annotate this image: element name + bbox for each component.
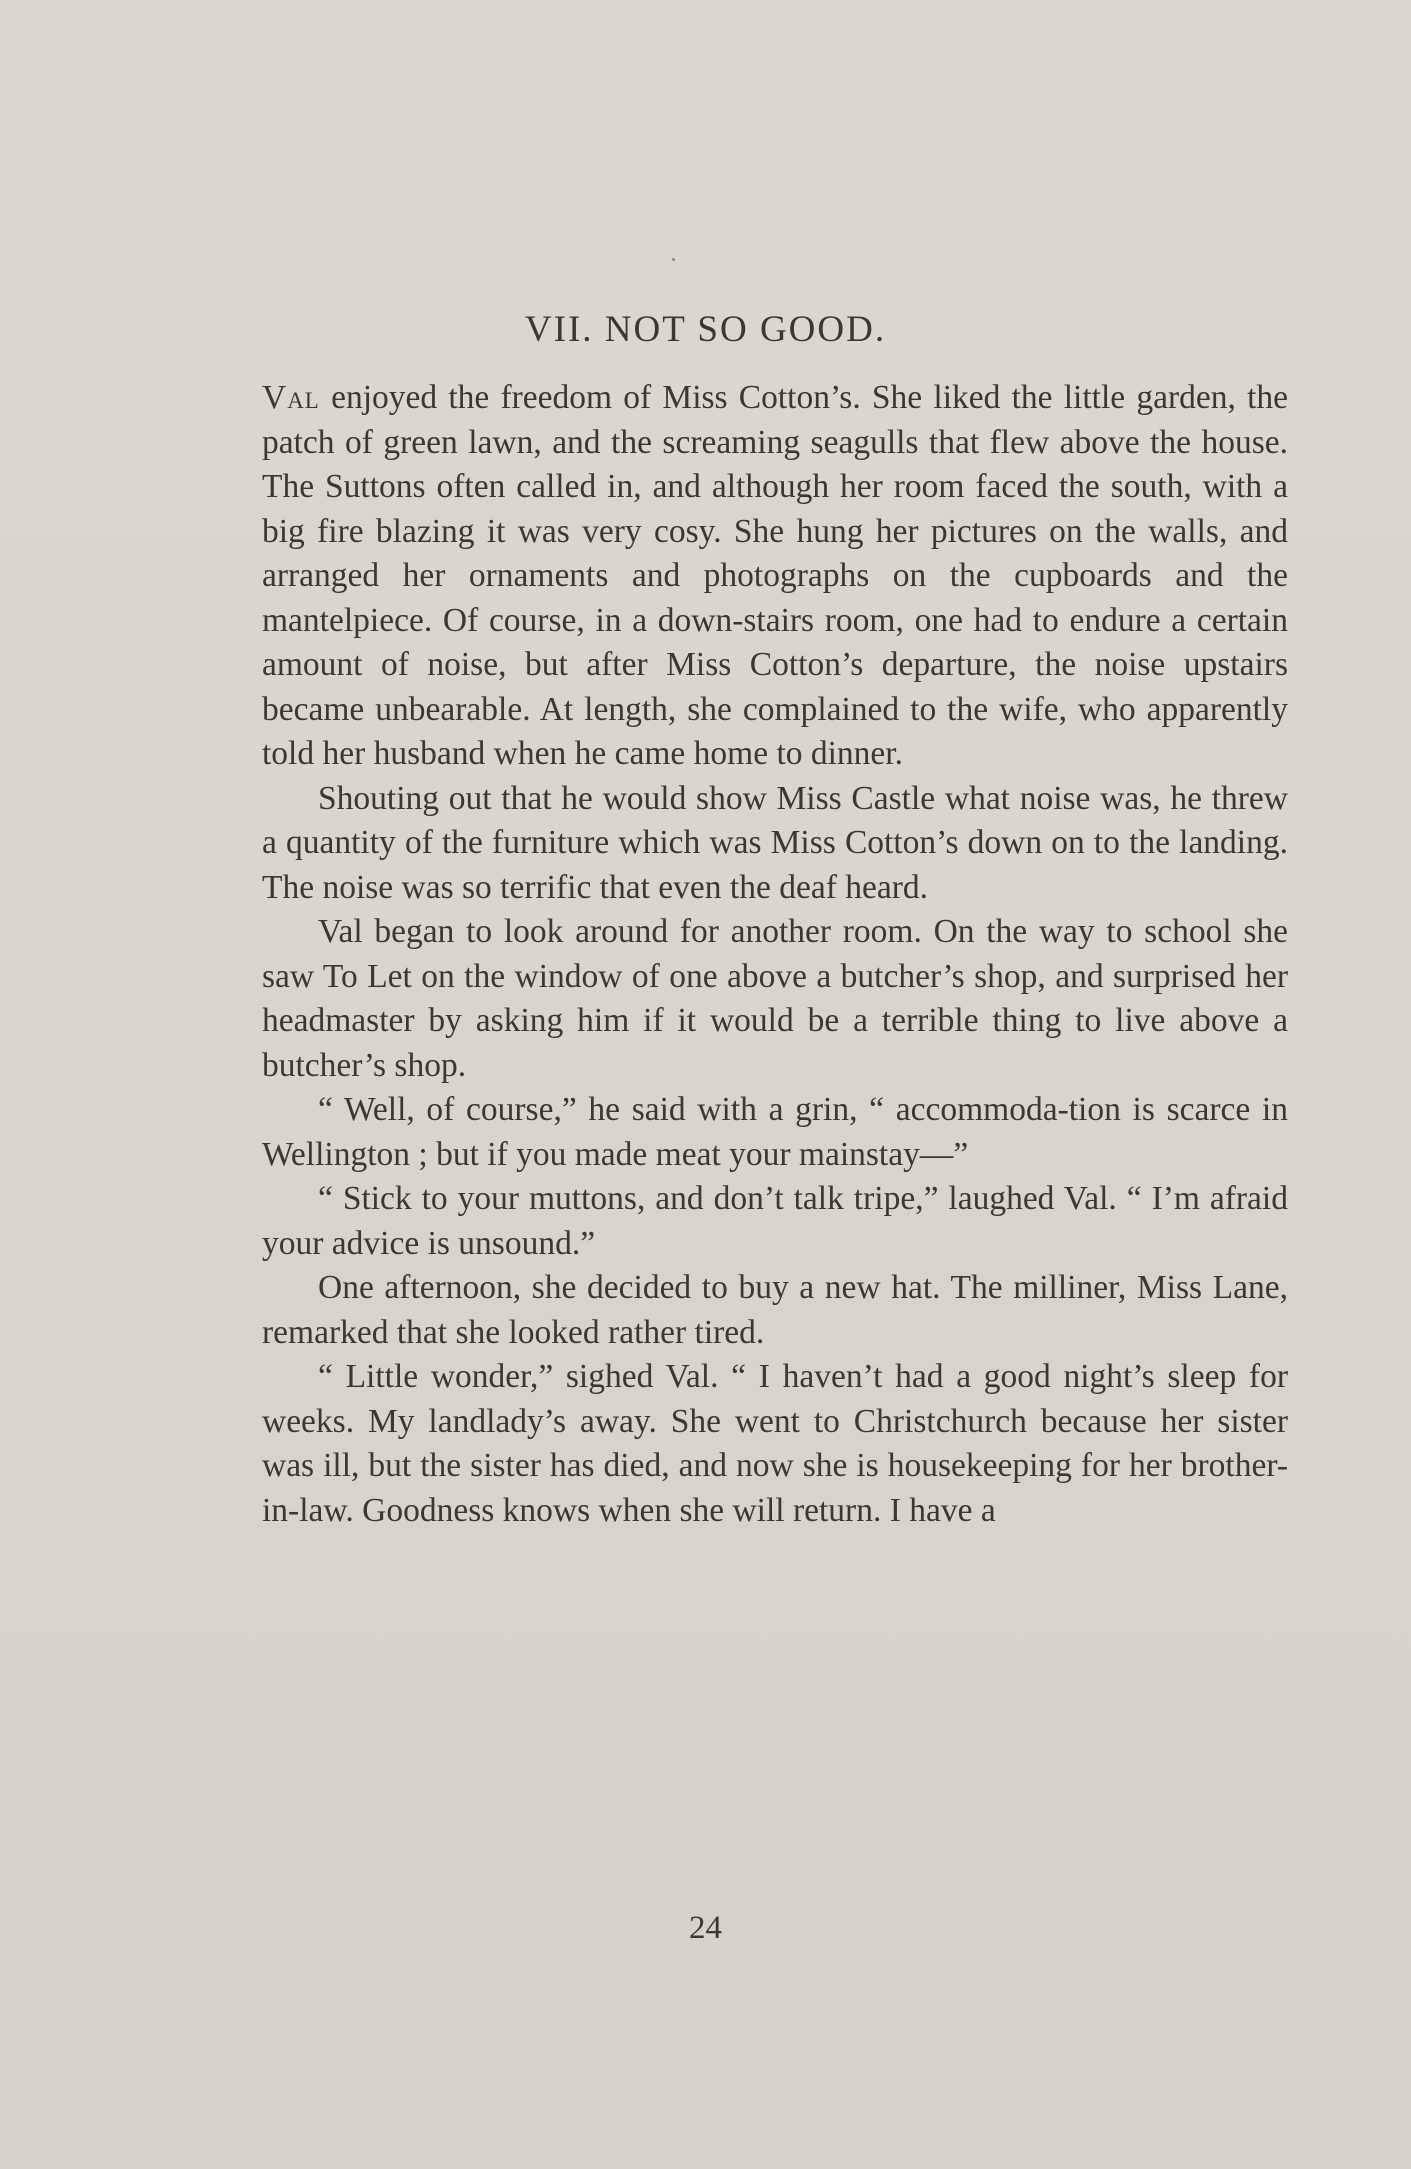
paper-speck [672, 258, 675, 261]
paragraph-4: “ Well, of course,” he said with a grin, “ accommoda-tion is scarce in Wellington ; but if you made meat your mainstay—” [262, 1091, 1288, 1173]
paragraph-5: “ Stick to your muttons, and don’t talk tripe,” laughed Val. “ I’m afraid your advice is unsound.” [262, 1180, 1288, 1262]
chapter-title: VII. NOT SO GOOD. [524, 309, 887, 350]
paragraph-lead-word: Val [262, 379, 320, 416]
paragraph-1-text: enjoyed the freedom of Miss Cotton’s. She liked the little garden, the patch of green lawn, and the screaming seagulls that flew above the house. The Suttons often called in, and although her room faced the south, with a big fire blazing it was very cosy. She hung her pictures on the walls, and arranged her ornaments and photographs on the cupboards and the mantelpiece. Of course, in a down-stairs room, one had to endure a certain amount of noise, but after Miss Cotton’s departure, the noise upstairs became unbearable. At length, she complained to the wife, who apparently told her husband when he came home to dinner. [262, 379, 1288, 772]
paragraph-2: Shouting out that he would show Miss Castle what noise was, he threw a quantity of the furniture which was Miss Cotton’s down on to the landing. The noise was so terrific that even the deaf heard. [262, 779, 1288, 906]
paragraph-7: “ Little wonder,” sighed Val. “ I haven’t had a good night’s sleep for weeks. My landlady’s away. She went to Christchurch because her sister was ill, but the sister has died, and now she is housekeeping for her brother-in-law. Goodness knows when she will return. I have a [262, 1358, 1288, 1529]
paragraph-1 [262, 376, 1288, 777]
body-text [262, 376, 1288, 1533]
paragraph-6: One afternoon, she decided to buy a new hat. The milliner, Miss Lane, remarked that she looked rather tired. [262, 1269, 1288, 1351]
paragraph-3: Val began to look around for another room. On the way to school she saw To Let on the window of one above a butcher’s shop, and surprised her headmaster by asking him if it would be a terrible thing to live above a butcher’s shop. [262, 913, 1288, 1084]
page-number: 24 [689, 1910, 722, 1946]
